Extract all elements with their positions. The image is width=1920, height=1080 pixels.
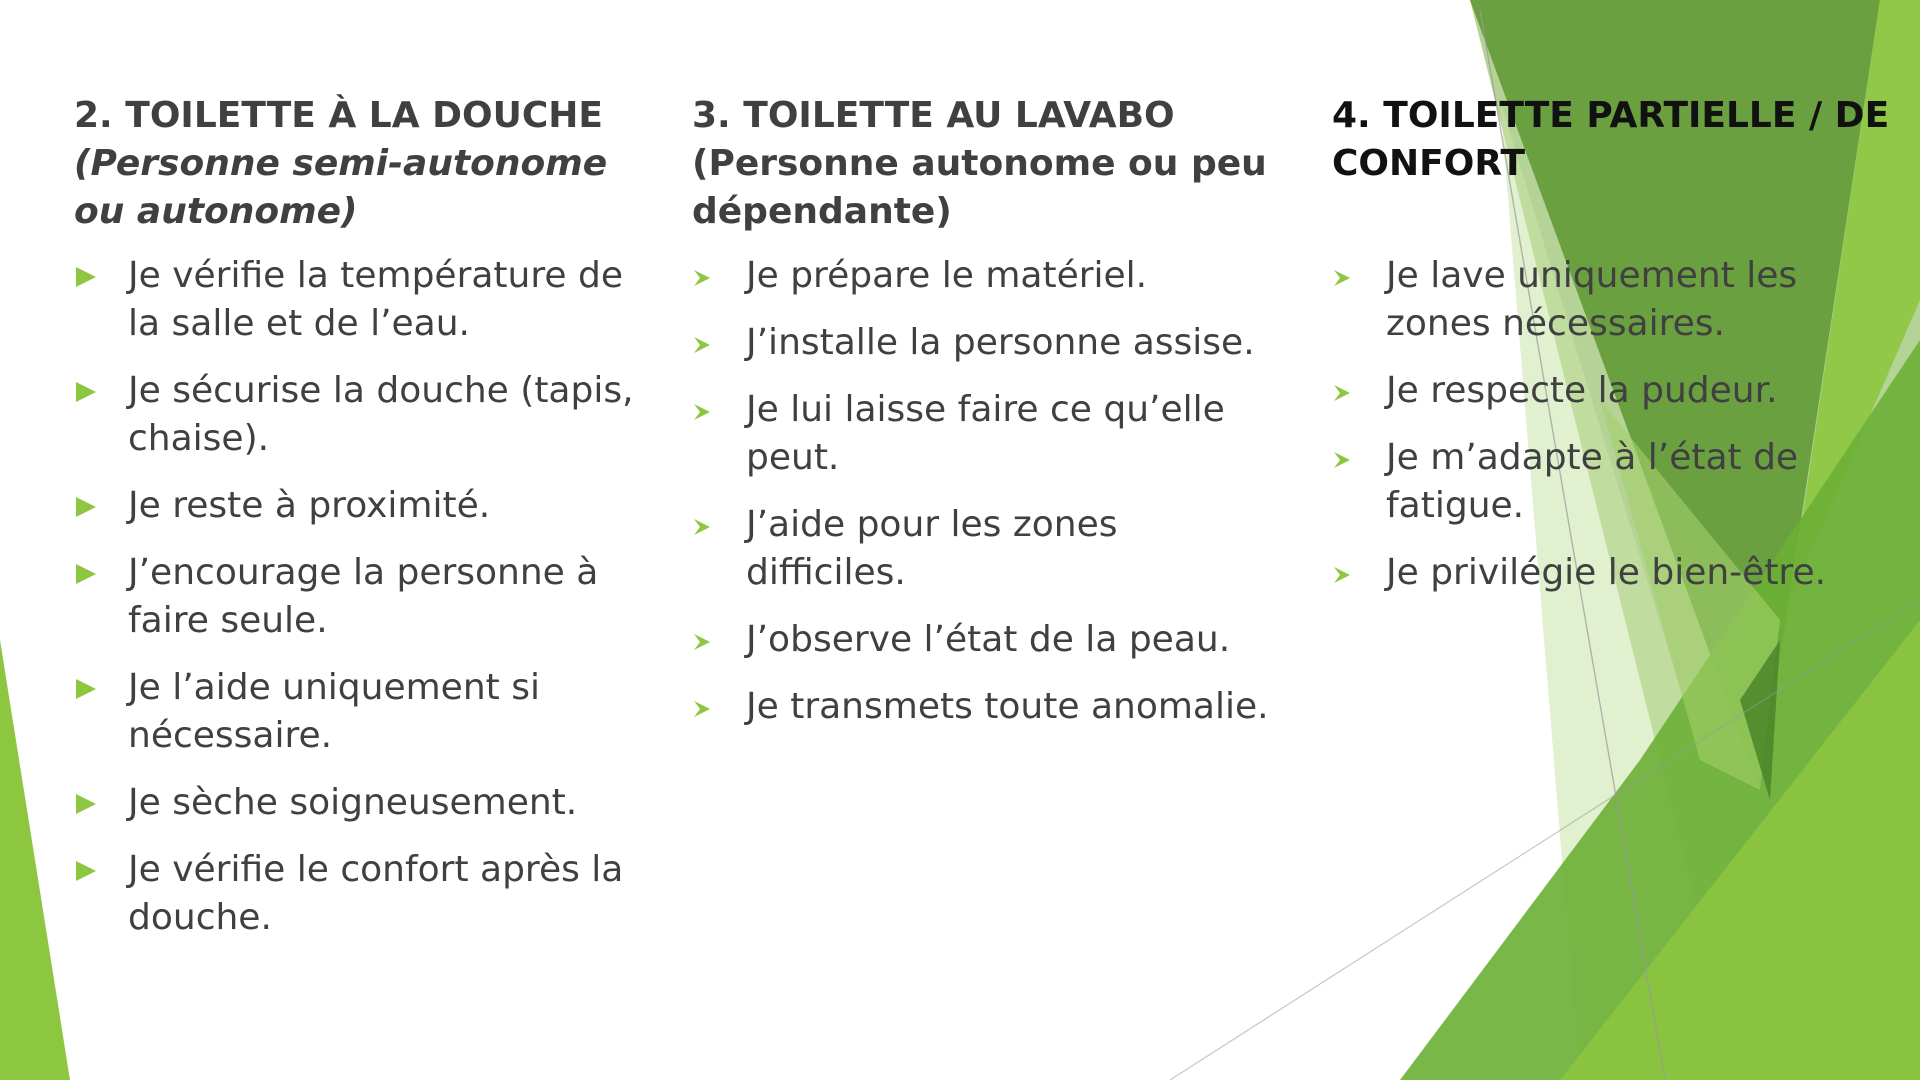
arrowhead-bullet-icon	[1332, 434, 1368, 482]
list-item-text: J’observe l’état de la peau.	[746, 619, 1231, 660]
list-item-text: Je vérifie la température de la salle et de l’eau.	[128, 255, 623, 344]
filled-triangle-bullet-icon	[74, 367, 110, 415]
list-item	[692, 252, 1272, 300]
list-item-text: Je transmets toute anomalie.	[746, 686, 1269, 727]
filled-triangle-bullet-icon	[74, 846, 110, 894]
list-item-text: Je reste à proximité.	[128, 485, 491, 526]
list-item-text: J’aide pour les zones difficiles.	[746, 504, 1118, 593]
heading-title: 4. TOILETTE PARTIELLE / DE CONFORT	[1332, 95, 1890, 184]
column-heading	[1332, 92, 1902, 188]
column-shower-toilet	[74, 92, 634, 961]
list-item	[1332, 434, 1902, 530]
list-item	[1332, 252, 1902, 348]
bullet-list	[74, 252, 634, 942]
list-item-text: Je sèche soigneusement.	[128, 782, 578, 823]
list-item	[692, 501, 1272, 597]
arrowhead-bullet-icon	[692, 616, 728, 664]
list-item	[74, 549, 634, 645]
list-item	[74, 779, 634, 827]
filled-triangle-bullet-icon	[74, 664, 110, 712]
filled-triangle-bullet-icon	[74, 482, 110, 530]
list-item	[74, 367, 634, 463]
list-item-text: Je sécurise la douche (tapis, chaise).	[128, 370, 634, 459]
arrowhead-bullet-icon	[692, 683, 728, 731]
list-item-text: Je lui laisse faire ce qu’elle peut.	[746, 389, 1225, 478]
arrowhead-bullet-icon	[692, 319, 728, 367]
list-item	[74, 482, 634, 530]
column-partial-toilet	[1332, 92, 1902, 616]
filled-triangle-bullet-icon	[74, 549, 110, 597]
column-sink-toilet	[692, 92, 1272, 750]
column-heading	[692, 92, 1272, 236]
list-item	[74, 664, 634, 760]
list-item-text: Je lave uniquement les zones nécessaires.	[1386, 255, 1798, 344]
list-item	[692, 386, 1272, 482]
heading-title: 3. TOILETTE AU LAVABO	[692, 95, 1175, 136]
list-item-text: J’encourage la personne à faire seule.	[128, 552, 599, 641]
bullet-list	[1332, 252, 1902, 597]
arrowhead-bullet-icon	[692, 386, 728, 434]
list-item	[692, 319, 1272, 367]
list-item	[74, 846, 634, 942]
list-item-text: Je vérifie le confort après la douche.	[128, 849, 624, 938]
heading-title: 2. TOILETTE À LA DOUCHE	[74, 95, 603, 136]
list-item	[692, 683, 1272, 731]
column-heading	[74, 92, 634, 236]
list-item-text: Je m’adapte à l’état de fatigue.	[1386, 437, 1799, 526]
filled-triangle-bullet-icon	[74, 779, 110, 827]
list-item	[74, 252, 634, 348]
arrowhead-bullet-icon	[1332, 549, 1368, 597]
list-item-text: Je prépare le matériel.	[746, 255, 1148, 296]
filled-triangle-bullet-icon	[74, 252, 110, 300]
arrowhead-bullet-icon	[1332, 367, 1368, 415]
bullet-list	[692, 252, 1272, 731]
list-item-text: Je respecte la pudeur.	[1386, 370, 1778, 411]
list-item-text: Je l’aide uniquement si nécessaire.	[128, 667, 540, 756]
heading-subtitle: (Personne semi-autonome ou autonome)	[74, 143, 608, 232]
arrowhead-bullet-icon	[1332, 252, 1368, 300]
list-item-text: J’installe la personne assise.	[746, 322, 1255, 363]
arrowhead-bullet-icon	[692, 252, 728, 300]
heading-subtitle: (Personne autonome ou peu dépendante)	[692, 143, 1267, 232]
arrowhead-bullet-icon	[692, 501, 728, 549]
list-item	[1332, 549, 1902, 597]
list-item	[692, 616, 1272, 664]
list-item-text: Je privilégie le bien-être.	[1386, 552, 1827, 593]
list-item	[1332, 367, 1902, 415]
